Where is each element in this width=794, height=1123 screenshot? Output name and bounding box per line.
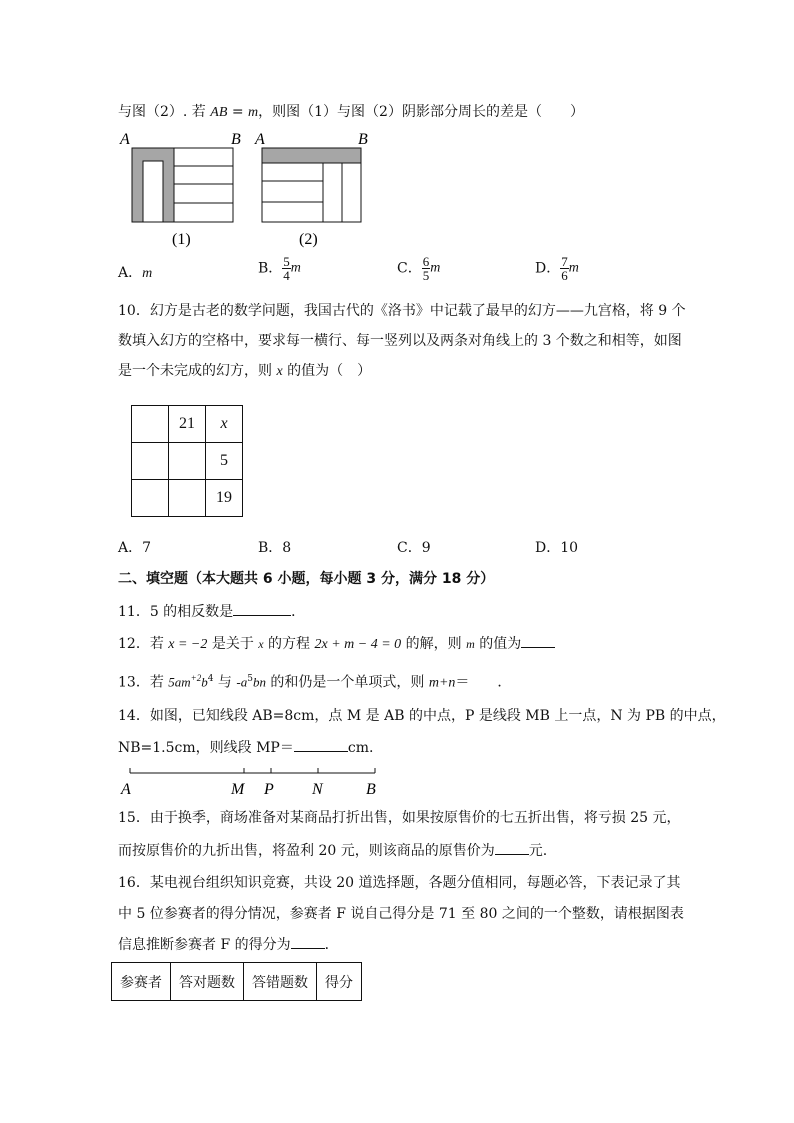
segment-label-m: M [231,781,245,798]
magic-cell [132,480,169,517]
q14-line-2: NB=1.5cm，则线段 MP＝ cm. [118,737,373,758]
q15-line-1: 15．由于换季，商场准备对某商品打折出售，如果按原售价的七五折出售，将亏损 25 元， [118,810,681,826]
q13: 13．若 $5am^{+2}b^4$ 与 $-a^5bn$ 的和仍是一个单项式，则 m+n＝ ． [118,673,512,691]
fig1-shaded-region [132,148,174,222]
table-header-cell: 参赛者 [112,963,171,1001]
q15-line-2: 而按原售价的九折出售，将盈利 20 元，则该商品的原售价为 元. [118,840,547,861]
q9-option-d: D． $\frac{7}{6}$ m [535,254,579,283]
q14-segment-figure [118,764,388,798]
magic-cell [169,480,206,517]
score-table [111,962,362,1001]
magic-square [131,405,243,517]
q9-option-b: B． $\frac{5}{4}$ m [258,254,301,283]
fig1-label-a: A [120,131,130,148]
q10-line-2: 数填入幻方的空格中，要求每一横行、每一竖列以及两条对角线上的 3 个数之和相等，如图 [118,333,682,349]
fig2-shaded-region [262,148,361,163]
q14-line-1: 14．如图，已知线段 AB=8cm，点 M 是 AB 的中点，P 是线段 MB 上一点，N 为 PB 的中点， [118,708,726,724]
segment-label-p: P [264,781,274,798]
q16-line-2: 中 5 位参赛者的得分情况，参赛者 F 说自己得分是 71 至 80 之间的一个整数，请根据图表 [118,906,684,922]
q10-line-1: 10．幻方是古老的数学问题，我国古代的《洛书》中记载了最早的幻方——九宫格，将 9 个 [118,303,686,319]
q10-option-c: C．9 [397,540,431,556]
fig2-label-b: B [358,131,368,148]
segment-label-n: N [312,781,323,798]
section-2-title: 二、填空题（本大题共 6 小题，每小题 3 分，满分 18 分） [118,571,495,587]
table-header-cell: 得分 [317,963,362,1001]
table-header-cell: 答对题数 [171,963,244,1001]
magic-cell: 5 [206,443,243,480]
magic-cell: 21 [169,406,206,443]
q9-option-c: C． $\frac{6}{5}$ m [397,254,441,283]
q9-option-a: A．m [118,265,153,281]
q10-option-d: D．10 [535,540,579,556]
magic-cell [132,443,169,480]
magic-cell: x [206,406,243,443]
segment-label-a: A [121,781,131,798]
q16-line-3: 信息推断参赛者 F 的得分为 ． [118,934,339,955]
q11: 11．5 的相反数是 ． [118,601,305,622]
magic-cell [169,443,206,480]
q12: 12．若 x = −2 是关于 x 的方程 2x + m − 4 = 0 的解，则 m 的值为 [118,633,555,655]
fig1-caption: (1) [172,231,191,248]
q10-line-3: 是一个未完成的幻方，则 x 的值为（ ） [118,363,372,379]
q16-line-1: 16．某电视台组织知识竞赛，共设 20 道选择题，各题分值相同，每题必答，下表记录了其 [118,875,681,891]
q9-figure-1 [118,128,248,250]
fig1-label-b: B [231,131,241,148]
q10-option-b: B．8 [258,540,292,556]
magic-cell: 19 [206,480,243,517]
fig2-label-a: A [255,131,265,148]
q10-option-a: A．7 [118,540,152,556]
q9-figure-2 [252,128,382,250]
table-header-cell: 答错题数 [244,963,317,1001]
q9-stem: 与图（2）. 若 AB = m，则图（1）与图（2）阴影部分周长的差是（ ） [118,104,584,120]
magic-cell [132,406,169,443]
fig2-caption: (2) [299,231,318,248]
segment-label-b: B [366,781,376,798]
